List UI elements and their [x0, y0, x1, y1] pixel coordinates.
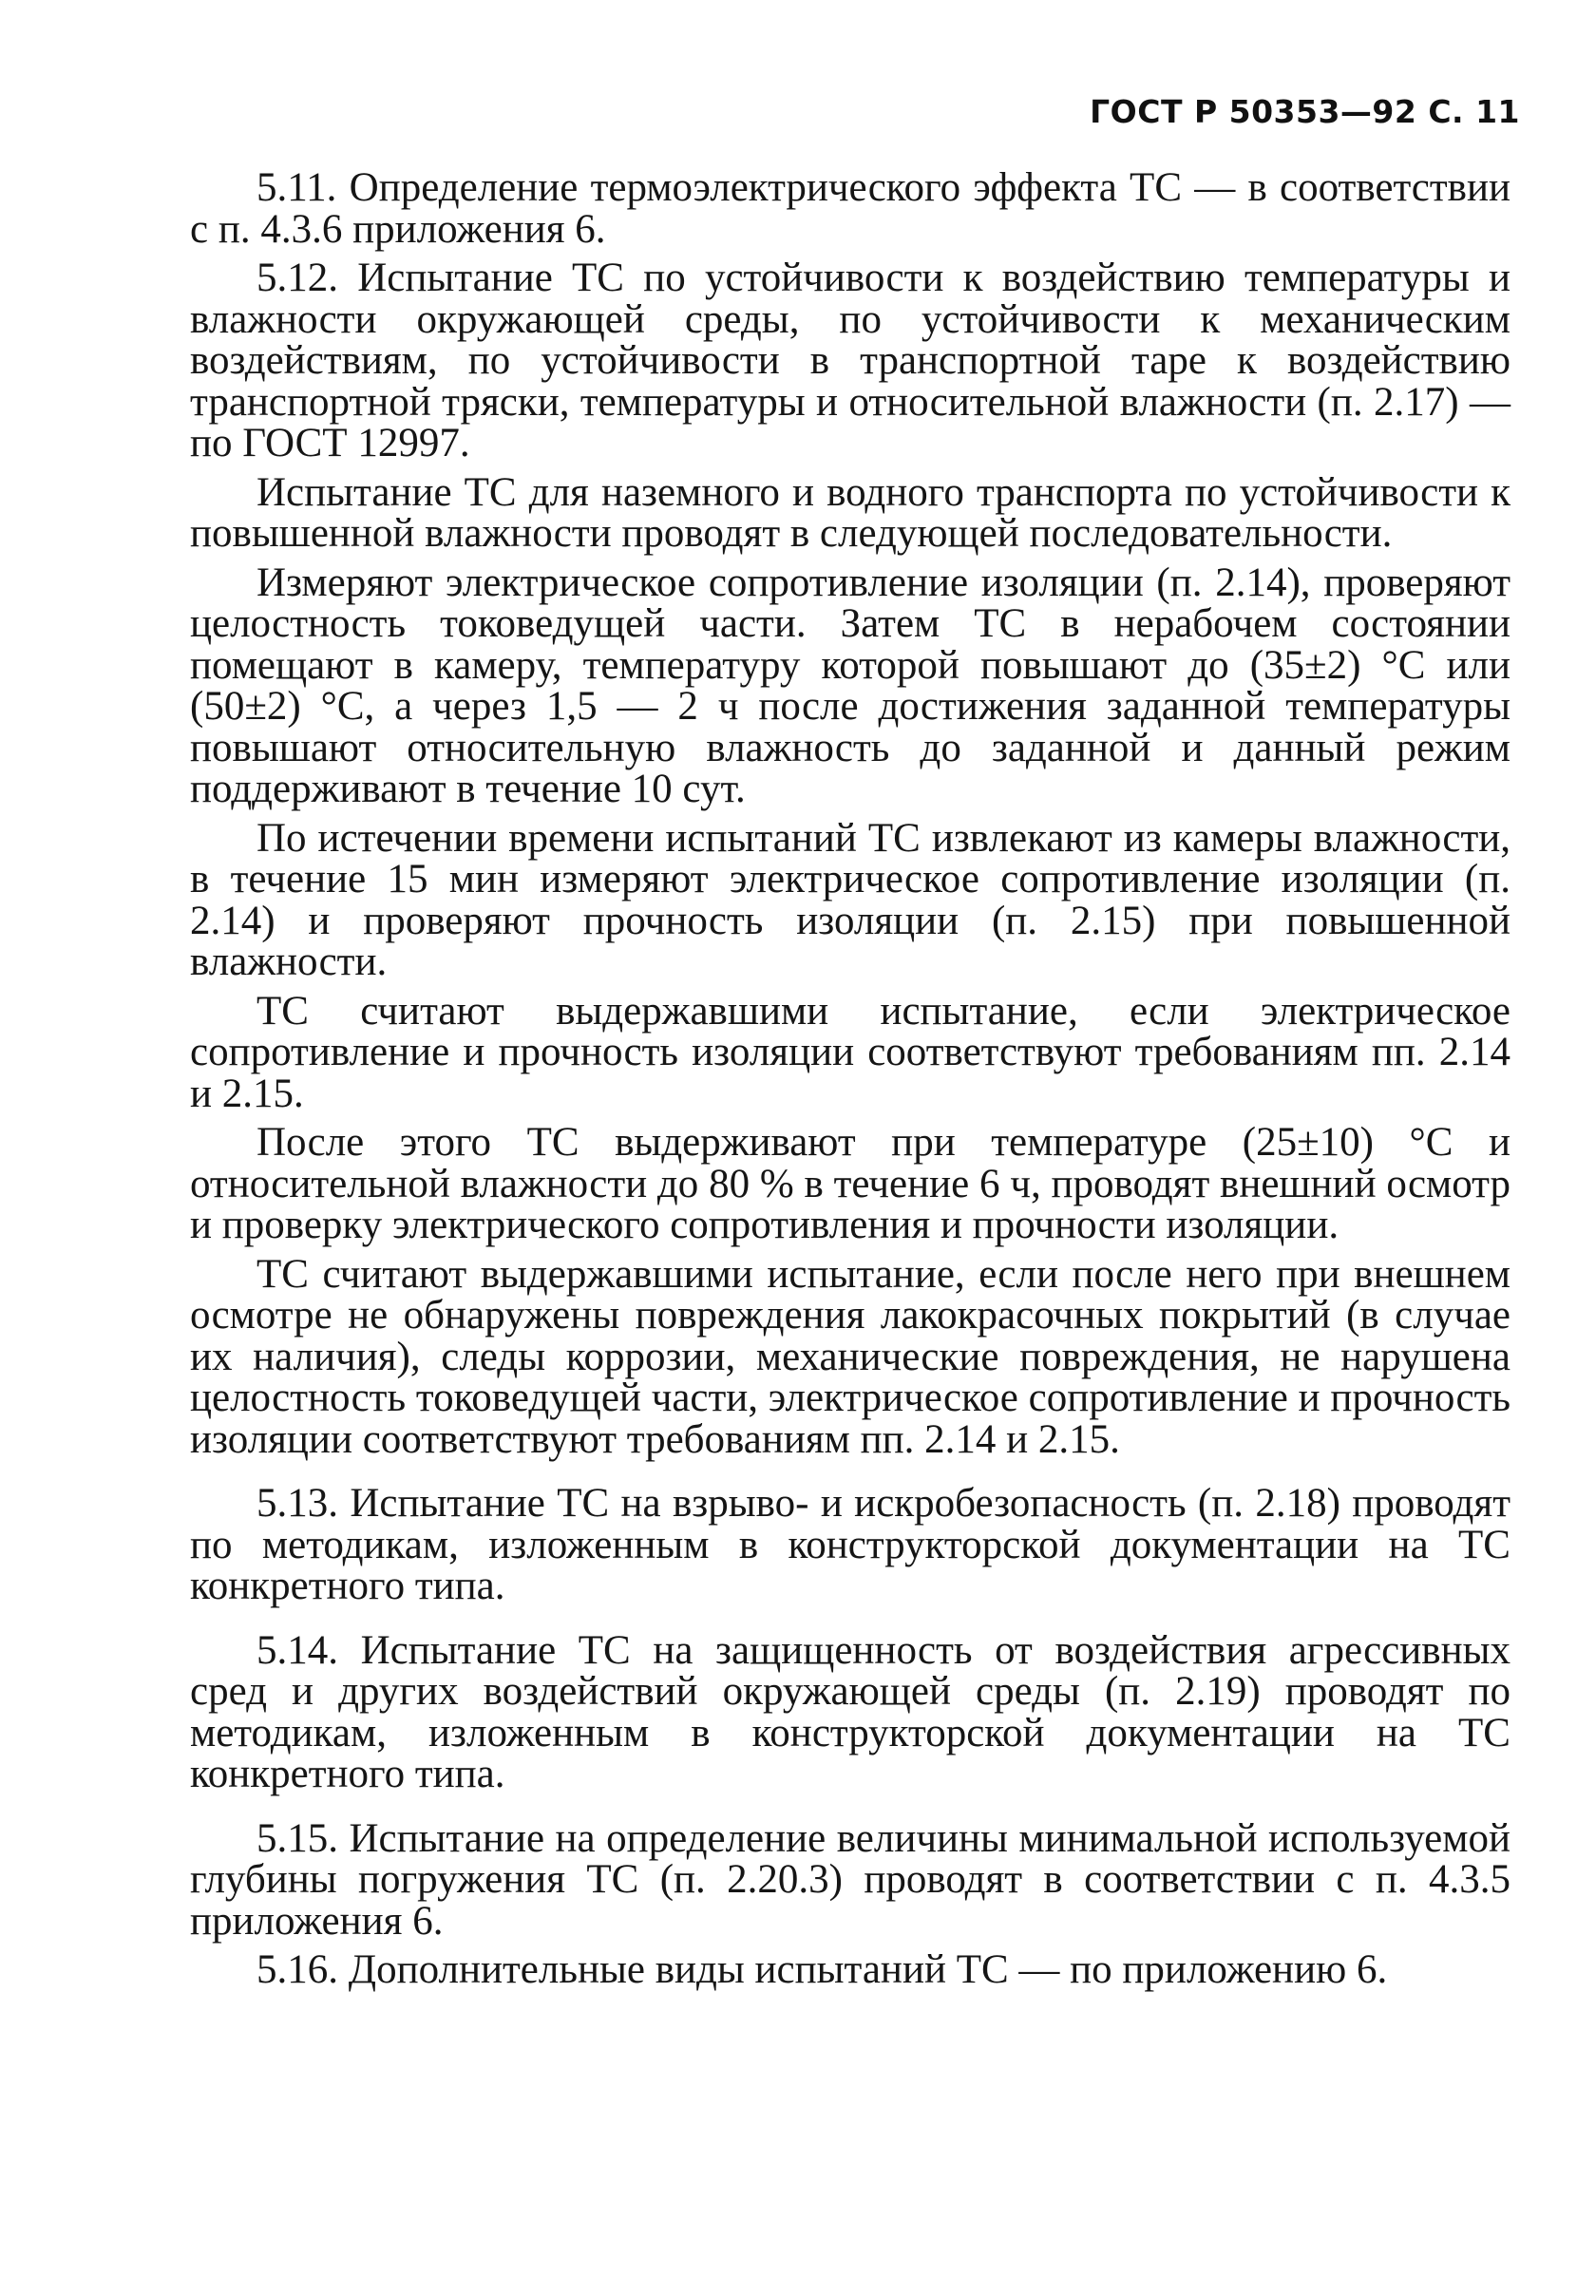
paragraph-text: Испытание ТС на защищенность от воздействия агрессивных сред и других воздействий окружающей среды (п. 2.19) проводят по методикам, изложенным в конструкторской документации на ТС конкретного типа. [190, 1627, 1510, 1796]
clause-number: 5.16. [256, 1947, 338, 1992]
paragraph-text: Испытание ТС на взрыво- и искробезопасность (п. 2.18) проводят по методикам, изложенным в конструкторской документации на ТС конкретного типа. [190, 1481, 1510, 1608]
running-header: ГОСТ Р 50353—92 С. 11 [1090, 93, 1520, 130]
paragraph-after-test [190, 815, 1510, 984]
clause-number: 5.12. [256, 256, 338, 300]
clause-number: 5.11. [256, 165, 337, 210]
paragraph-5-15 [190, 1815, 1510, 1944]
paragraph-text: После этого ТС выдерживают при температуре (25±10) °С и относительной влажности до 80 % в течение 6 ч, проводят внешний осмотр и проверку электрического сопротивления и прочности изоляции. [190, 1120, 1510, 1247]
paragraph-5-16 [190, 1949, 1510, 1991]
paragraph-5-11 [190, 167, 1510, 250]
paragraph-pass-criteria-2 [190, 1251, 1510, 1462]
paragraph-pass-criteria-1 [190, 988, 1510, 1116]
paragraph-humidity-procedure [190, 562, 1510, 810]
paragraph-text: ТС считают выдержавшими испытание, если после него при внешнем осмотре не обнаружены повреждения лакокрасочных покрытий (в случае их наличия), следы коррозии, механические повреждения, не нарушена целостность токоведущей части, электрическое сопротивление и прочность изоляции соответствуют требованиям пп. 2.14 и 2.15. [190, 1251, 1510, 1462]
clause-number: 5.13. [256, 1481, 338, 1526]
paragraph-text: Испытание на определение величины минимальной используемой глубины погружения ТС (п. 2.20.3) проводят в соответствии с п. 4.3.5 приложения 6. [190, 1815, 1510, 1944]
clause-number: 5.15. [256, 1815, 338, 1861]
document-body [190, 167, 1510, 1991]
paragraph-text: Измеряют электрическое сопротивление изоляции (п. 2.14), проверяют целостность токоведущей части. Затем ТС в нерабочем состоянии помещают в камеру, температуру которой повышают до (35±2) °С или (50±2) °С, а через 1,5 — 2 ч после достижения заданной температуры повышают относительную влажность до заданной и данный режим поддерживают в течение 10 сут. [190, 560, 1510, 811]
paragraph-text: Испытание ТС для наземного и водного транспорта по устойчивости к повышенной влажности проводят в следующей последовательности. [190, 469, 1510, 556]
clause-number: 5.14. [256, 1627, 338, 1673]
paragraph-text: ТС считают выдержавшими испытание, если электрическое сопротивление и прочность изоляции соответствуют требованиям пп. 2.14 и 2.15. [190, 988, 1510, 1116]
paragraph-humidity-test-intro [190, 469, 1510, 556]
paragraph-text: Дополнительные виды испытаний ТС — по приложению 6. [348, 1947, 1388, 1992]
paragraph-text: Определение термоэлектрического эффекта ТС — в соответствии с п. 4.3.6 приложения 6. [190, 165, 1510, 252]
paragraph-5-12 [190, 257, 1510, 465]
paragraph-text: По истечении времени испытаний ТС извлекают из камеры влажности, в течение 15 мин измеряют электрическое сопротивление изоляции (п. 2.14) и проверяют прочность изоляции (п. 2.15) при повышенной влажности. [190, 815, 1510, 984]
paragraph-5-13 [190, 1483, 1510, 1607]
paragraph-5-14 [190, 1627, 1510, 1796]
paragraph-conditioning [190, 1122, 1510, 1246]
paragraph-text: Испытание ТС по устойчивости к воздействию температуры и влажности окружающей среды, по устойчивости к механическим воздействиям, по устойчивости в транспортной таре к воздействию транспортной тряски, температуры и относительной влажности (п. 2.17) — по ГОСТ 12997. [190, 256, 1510, 465]
